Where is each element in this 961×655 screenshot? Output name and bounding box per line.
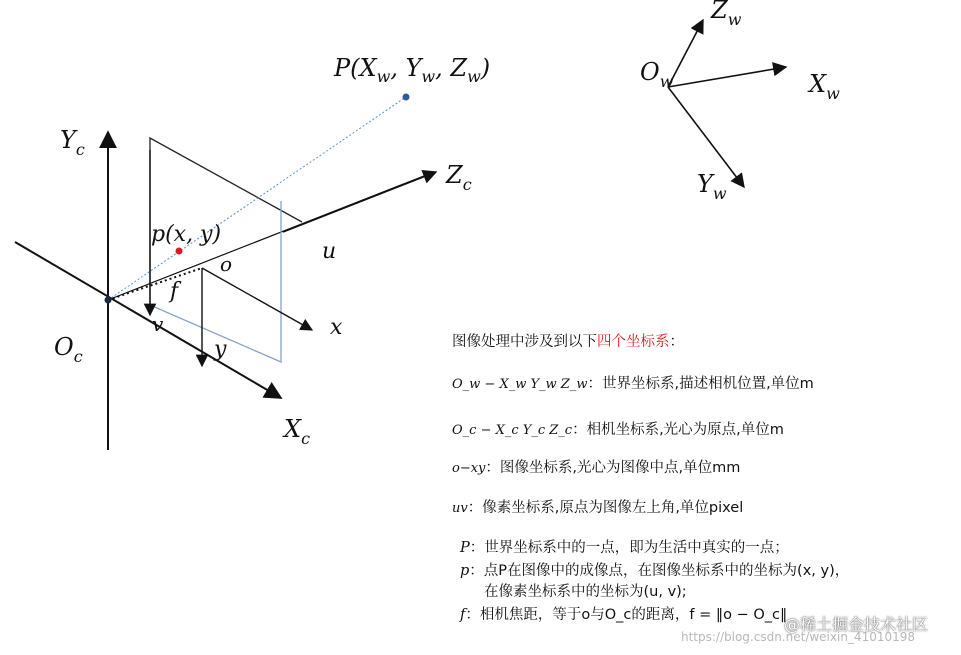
watermark-url: https://blog.csdn.net/weixin_41010198: [681, 630, 916, 644]
legend-symbol: o−xy: [452, 461, 486, 476]
note-text: ：相机焦距，等于o与O_c的距离，f = ‖o − O_c‖: [465, 607, 788, 623]
legend-text: ：相机坐标系,光心为原点,单位m: [572, 422, 784, 438]
label-v: v: [152, 312, 164, 336]
note-symbol: f: [460, 607, 466, 623]
watermark-brand: @稀土掘金技术社区: [784, 615, 929, 634]
note-p-continued: [484, 580, 687, 601]
legend-symbol: uv: [452, 501, 468, 516]
legend-symbol: O_w − X_w Y_w Z_w: [452, 377, 588, 392]
label-o: o: [220, 252, 233, 276]
label-f: f: [170, 279, 179, 304]
legend-text: ：图像坐标系,光心为图像中点,单位mm: [485, 460, 741, 476]
label-Zc: $Z_c$: [446, 161, 472, 194]
legend-row-camera: [452, 418, 784, 439]
origin-Oc-marker: [105, 297, 112, 304]
note-text: ：世界坐标系中的一点，即为生活中真实的一点；: [469, 540, 789, 556]
image-x-axis: [202, 268, 312, 330]
label-Xc: $X_c$: [284, 415, 311, 448]
legend-intro-suffix: ：: [669, 334, 684, 350]
label-Yc: $Y_c$: [60, 126, 85, 159]
note-text: ：点P在图像中的成像点，在图像坐标系中的坐标为(x, y)，: [469, 563, 850, 579]
label-u: u: [322, 239, 337, 264]
label-Xw: $X_w$: [809, 70, 840, 103]
note-symbol: P: [460, 540, 470, 556]
label-Yw: $Y_w$: [697, 170, 727, 203]
xw-axis: [668, 67, 786, 87]
legend-intro-highlight: 四个坐标系: [597, 334, 670, 350]
note-P: [460, 536, 789, 557]
legend-intro-prefix: 图像处理中涉及到以下: [452, 334, 597, 350]
legend-symbol: O_c − X_c Y_c Z_c: [452, 423, 573, 438]
legend-text: ：世界坐标系,描述相机位置,单位m: [587, 376, 814, 392]
legend-row-pixel: [452, 496, 743, 517]
note-symbol: p: [460, 563, 470, 579]
label-P-world: $P(X_w$, $Y_w$, $Z_w$): [334, 54, 491, 86]
legend-intro: [452, 330, 684, 351]
point-p-marker: [176, 248, 183, 255]
point-P-marker: [403, 94, 410, 101]
note-f: [460, 603, 787, 624]
focal-line: [108, 268, 202, 300]
xc-axis: [15, 242, 281, 398]
label-Zw: $Z_w$: [711, 0, 742, 29]
label-p-image-point: p(x, y): [151, 222, 222, 247]
label-Oc: $O_c$: [54, 333, 83, 366]
projection-ray: [108, 97, 406, 300]
note-text: 在像素坐标系中的坐标为(u, v);: [484, 584, 687, 600]
zc-arrow: [283, 172, 436, 232]
label-Ow: $O_w$: [640, 58, 674, 91]
label-y: y: [214, 337, 227, 362]
note-p: [460, 559, 849, 580]
legend-row-world: [452, 372, 814, 393]
label-x: x: [330, 315, 343, 340]
legend-row-image: [452, 456, 740, 477]
legend-text: ：像素坐标系,原点为图像左上角,单位pixel: [467, 500, 744, 516]
